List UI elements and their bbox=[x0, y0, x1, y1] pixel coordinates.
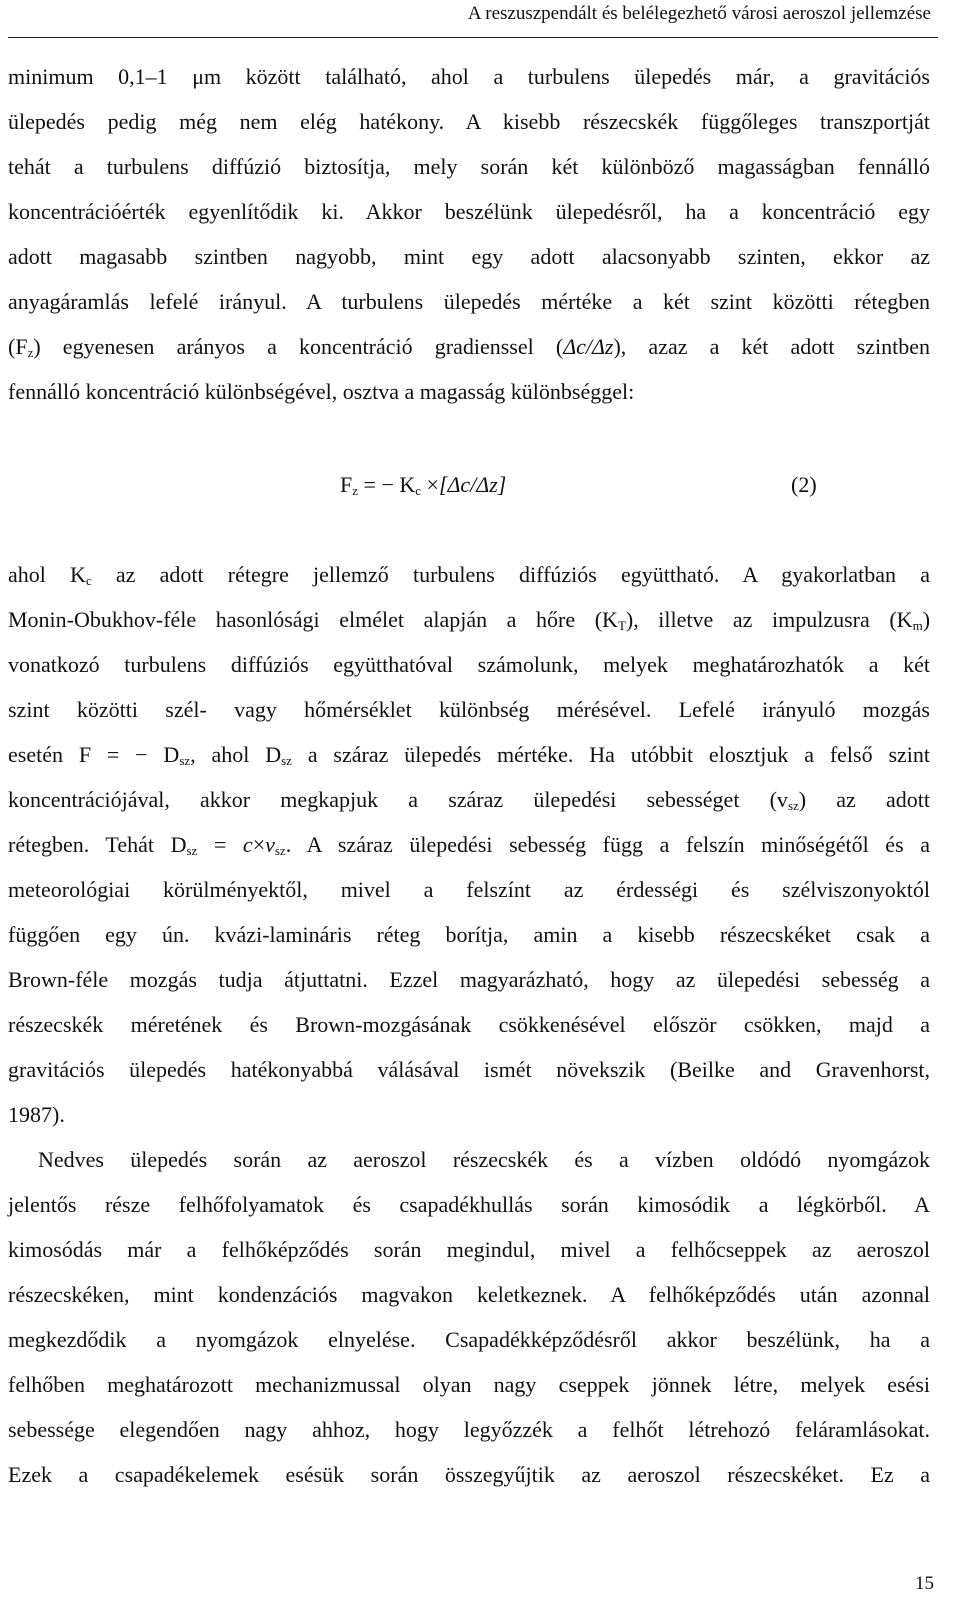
text-line: jelentős része felhőfolyamatok és csapadékhullás során kimosódik a légkörből. A bbox=[8, 1192, 930, 1217]
header-rule bbox=[8, 37, 938, 38]
text-line: minimum 0,1–1 μm között található, ahol a turbulens ülepedés már, a gravitációs bbox=[8, 64, 930, 89]
text-line: vonatkozó turbulens diffúziós együtthatóval számolunk, melyek meghatározhatók a két bbox=[8, 652, 930, 677]
text-line: Monin-Obukhov-féle hasonlósági elmélet alapján a hőre $(K_T)$, illetve az impulzusra $(K_m)$ bbox=[8, 607, 931, 633]
text-line: koncentrációjával, akkor megkapjuk a száraz ülepedési sebességet $(v_{sz})$ az adott bbox=[8, 787, 930, 813]
text-line: esetén F = − $D_{sz}$, ahol $D_{sz}$ a száraz ülepedés mértéke. Ha utóbbit elosztjuk a felső szint bbox=[8, 742, 930, 768]
text-line: szint közötti szél- vagy hőmérséklet különbség mérésével. Lefelé irányuló mozgás bbox=[8, 697, 930, 722]
page-number: 15 bbox=[915, 1573, 934, 1594]
text-line: sebessége elegendően nagy ahhoz, hogy legyőzzék a felhőt létrehozó feláramlásokat. bbox=[8, 1417, 930, 1442]
equation: $F_z$ = − $K_c \times[\Delta c/\Delta z]$ bbox=[340, 472, 507, 498]
text-line: függően egy ún. kvázi-lamináris réteg borítja, amin a kisebb részecskéket csak a bbox=[8, 922, 930, 947]
text-line: koncentrációérték egyenlítődik ki. Akkor beszélünk ülepedésről, ha a koncentráció egy bbox=[8, 199, 930, 224]
text-line: ülepedés pedig még nem elég hatékony. A kisebb részecskék függőleges transzportját bbox=[8, 109, 930, 134]
text-line: anyagáramlás lefelé irányul. A turbulens ülepedés mértéke a két szint közötti rétegben bbox=[8, 289, 930, 314]
text-line: Nedves ülepedés során az aeroszol részecskék és a vízben oldódó nyomgázok bbox=[38, 1147, 930, 1172]
text-line: $(F_z)$ egyenesen arányos a koncentráció gradienssel (Δc/Δz), azaz a két adott szintben bbox=[8, 334, 930, 360]
text-line: felhőben meghatározott mechanizmussal olyan nagy cseppek jönnek létre, melyek esési bbox=[8, 1372, 930, 1397]
text-line: tehát a turbulens diffúzió biztosítja, mely során két különböző magasságban fennálló bbox=[8, 154, 930, 179]
text-line: részecskék méretének és Brown-mozgásának csökkenésével először csökken, majd a bbox=[8, 1012, 930, 1037]
running-header: A reszuszpendált és belélegezhető városi aeroszol jellemzése bbox=[467, 3, 931, 24]
text-line: ahol $K_c$ az adott rétegre jellemző turbulens diffúziós együttható. A gyakorlatban a bbox=[8, 562, 930, 588]
text-line: részecskéken, mint kondenzációs magvakon keletkeznek. A felhőképződés után azonnal bbox=[8, 1282, 930, 1307]
text-line: kimosódás már a felhőképződés során megindul, mivel a felhőcseppek az aeroszol bbox=[8, 1237, 930, 1262]
text-line: Ezek a csapadékelemek esésük során összegyűjtik az aeroszol részecskéket. Ez a bbox=[8, 1462, 930, 1487]
text-line: megkezdődik a nyomgázok elnyelése. Csapadékképződésről akkor beszélünk, ha a bbox=[8, 1327, 930, 1352]
text-line: Brown-féle mozgás tudja átjuttatni. Ezzel magyarázható, hogy az ülepedési sebesség a bbox=[8, 967, 930, 992]
text-line: rétegben. Tehát $D_{sz} = c\times v_{sz}$. A száraz ülepedési sebesség függ a felszín minőségétől és a bbox=[8, 832, 930, 858]
equation-number: (2) bbox=[791, 472, 817, 497]
text-line: 1987). bbox=[8, 1102, 65, 1127]
text-line: adott magasabb szintben nagyobb, mint egy adott alacsonyabb szinten, ekkor az bbox=[8, 244, 930, 269]
text-line: fennálló koncentráció különbségével, osztva a magasság különbséggel: bbox=[8, 379, 635, 404]
text-line: gravitációs ülepedés hatékonyabbá válásával ismét növekszik (Beilke and Gravenhorst, bbox=[8, 1057, 930, 1082]
text-line: meteorológiai körülményektől, mivel a felszínt az érdességi és szélviszonyoktól bbox=[8, 877, 930, 902]
